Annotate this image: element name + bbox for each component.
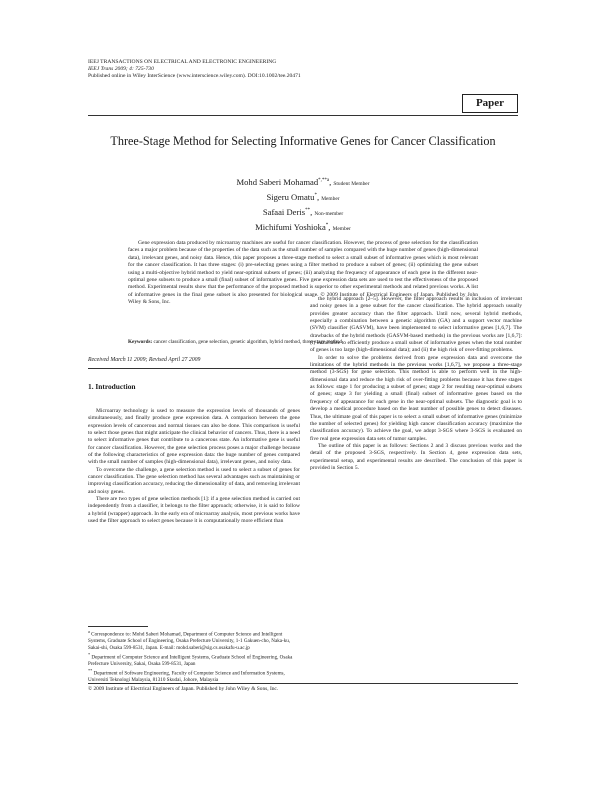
footnote-affiliation-1: * Department of Computer Science and Intelligent Systems, Graduate School of Engineering, Osaka Prefecture University, Sakai, Osaka 599-8531, Japan: [88, 652, 293, 668]
journal-name: IEEJ TRANSACTIONS ON ELECTRICAL AND ELECTRONIC ENGINEERING: [88, 59, 277, 65]
footnote-rule: [88, 626, 148, 627]
paragraph: To overcome the challenge, a gene selection method is used to select a subset of genes for cancer classification. The gene selection method has several advantages such as maintaining or improving classification accuracy, reducing the dimensionality of data, and removing irrelevant and noisy genes.: [88, 466, 300, 495]
paragraph: In order to solve the problems derived from gene expression data and overcome the limitations of the hybrid methods in the previous works [1,6,7], we propose a three-stage method (3-SGS) for gene selection. This method is able to perform well in the high-dimensional data and reduce the high risk of over-fitting problems because it has three stages as follows: stage 1 for producing a subset of genes; stage 2 for resulting near-optimal subsets of genes; stage 3 for yielding a small (final) subset of informative genes based on the frequency of appearance for each gene in the near-optimal subsets. The diagnostic goal is to develop a medical procedure based on the least number of possible genes to detect diseases. Thus, the ultimate goal of this paper is to select a small subset of informative genes (minimize the number of selected genes) for yielding high cancer classification accuracy (maximize the classification accuracy). To achieve the goal, we adopt 3-SGS where 3-SGS is evaluated on five real gene expression data sets of tumor samples.: [310, 354, 522, 442]
copyright: © 2009 Institute of Electrical Engineers of Japan. Published by John Wiley & Sons, Inc.: [88, 686, 279, 692]
footer-rule: [88, 683, 518, 684]
journal-header: [88, 59, 301, 79]
paper-title: Three-Stage Method for Selecting Informative Genes for Cancer Classification: [110, 134, 496, 148]
abstract: Gene expression data produced by microarray machines are useful for cancer classification. However, the process of gene selection for the classification faces a major problem because of the properties of the data such as the small number of samples compared with the huge number of genes (high-dimensional data), irrelevant genes, and noisy data. Hence, this paper proposes a three-stage method to select a small subset of informative genes which is most relevant for the cancer classification. It has three stages: (i) pre-selecting genes using a filter method to produce a subset of genes; (ii) optimizing the gene subset using a multi-objective hybrid method to yield near-optimal subsets of genes; (iii) analyzing the frequency of appearance of each gene in the different near-optimal gene subsets to produce a small (final) subset of informative genes. Five gene expression data sets are used to test the effectiveness of the proposed method. Experimental results show that the performance of the proposed method is superior to other experimental methods and related previous works. A list of informative genes in the final gene subset is also presented for biological usage. © 2009 Institute of Electrical Engineers of Japan. Published by John Wiley & Sons, Inc.: [128, 240, 478, 306]
section-heading: 1. Introduction: [88, 382, 136, 391]
paper-type-tag: Paper: [462, 94, 518, 113]
keywords-label: Keywords:: [128, 339, 153, 345]
paragraph: The outline of this paper is as follows: Sections 2 and 3 discuss previous works and the detail of the proposed 3-SGS, respectively. In Section 4, gene expression data sets, experimental setup, and experimental results are described. The conclusion of this paper is provided in Section 5.: [310, 442, 522, 471]
left-column: [88, 408, 300, 526]
received-dates: Received March 11 2009; Revised April 27 2009: [88, 357, 201, 363]
right-column: [310, 296, 522, 472]
author-line: Safaai Deris**, Non-member: [262, 207, 344, 218]
author-line: Mohd Saberi Mohamad$^{*,**a}$, Student Member: [236, 176, 370, 187]
online-publication-note: Published online in Wiley InterScience (www.interscience.wiley.com). DOI:10.1002/tee.20471: [88, 72, 301, 79]
author-list: [88, 175, 518, 236]
journal-citation: IEEJ Trans 2009; 4: 725-730: [88, 65, 154, 72]
author-line: Michifumi Yoshioka*, Member: [255, 222, 351, 233]
keywords-list: cancer classification, gene selection, genetic algorithm, hybrid method, three-stage method: [153, 339, 343, 345]
paragraph: the hybrid approach [2–5]. However, the filter approach results in inclusion of irrelevant and noisy genes in a gene subset for the cancer classification. The hybrid approach usually provides greater accuracy than the filter approach. Until now, several hybrid methods, especially a combination between a genetic algorithm (GA) and a support vector machine (SVM) classifier (GASVM), have been implemented to select informative genes [1,6,7]. The drawbacks of the hybrid methods (GASVM-based methods) in the previous works are [1,6,7]: (i) intractable to efficiently produce a small subset of informative genes when the total number of genes is too large (high-dimensional data); and (ii) the high risk of over-fitting problems.: [310, 296, 522, 354]
footnote-affiliation-2: ** Department of Software Engineering, Faculty of Computer Science and Information Systems, Universiti Teknologi Malaysia, 81310 Skudai, Johore, Malaysia: [88, 668, 285, 684]
paragraph: Microarray technology is used to measure the expression levels of thousands of genes simultaneously, and finally produce gene expression data. A comparison between the gene expression levels of cancerous and normal tissues can also be done. This comparison is useful to select those genes that might anticipate the clinical behavior of cancers. Thus, there is a need to select informative genes that contribute to a cancerous state. An informative gene is useful for cancer classification. However, the gene selection process poses a major challenge because of the following characteristics of gene expression data: the huge number of genes compared with the small number of samples (high-dimensional data), irrelevant genes, and noisy data.: [88, 408, 300, 466]
paragraph: There are two types of gene selection methods [1]: if a gene selection method is carried out independently from a classifier, it belongs to the filter approach; otherwise, it is said to follow a hybrid (wrapper) approach. In the early era of microarray analysis, most previous works have used the filter approach to select genes because it is computationally more efficient than: [88, 496, 300, 525]
header-rule: [88, 115, 518, 116]
author-line: Sigeru Omatu*, Member: [266, 192, 340, 203]
footnote-correspondence: $^a$ Correspondence to: Mohd Saberi Mohamad, Department of Computer Science and Intelligent Systems, Graduate School of Engineering, Osaka Prefecture University, 1-1 Gakuen-cho, Naka-ku, Sakai-shi, Osaka 599-8531, Japan. E-mail: mohd.saberi@sig.cs.osakafu-u.ac.jp: [88, 629, 291, 652]
